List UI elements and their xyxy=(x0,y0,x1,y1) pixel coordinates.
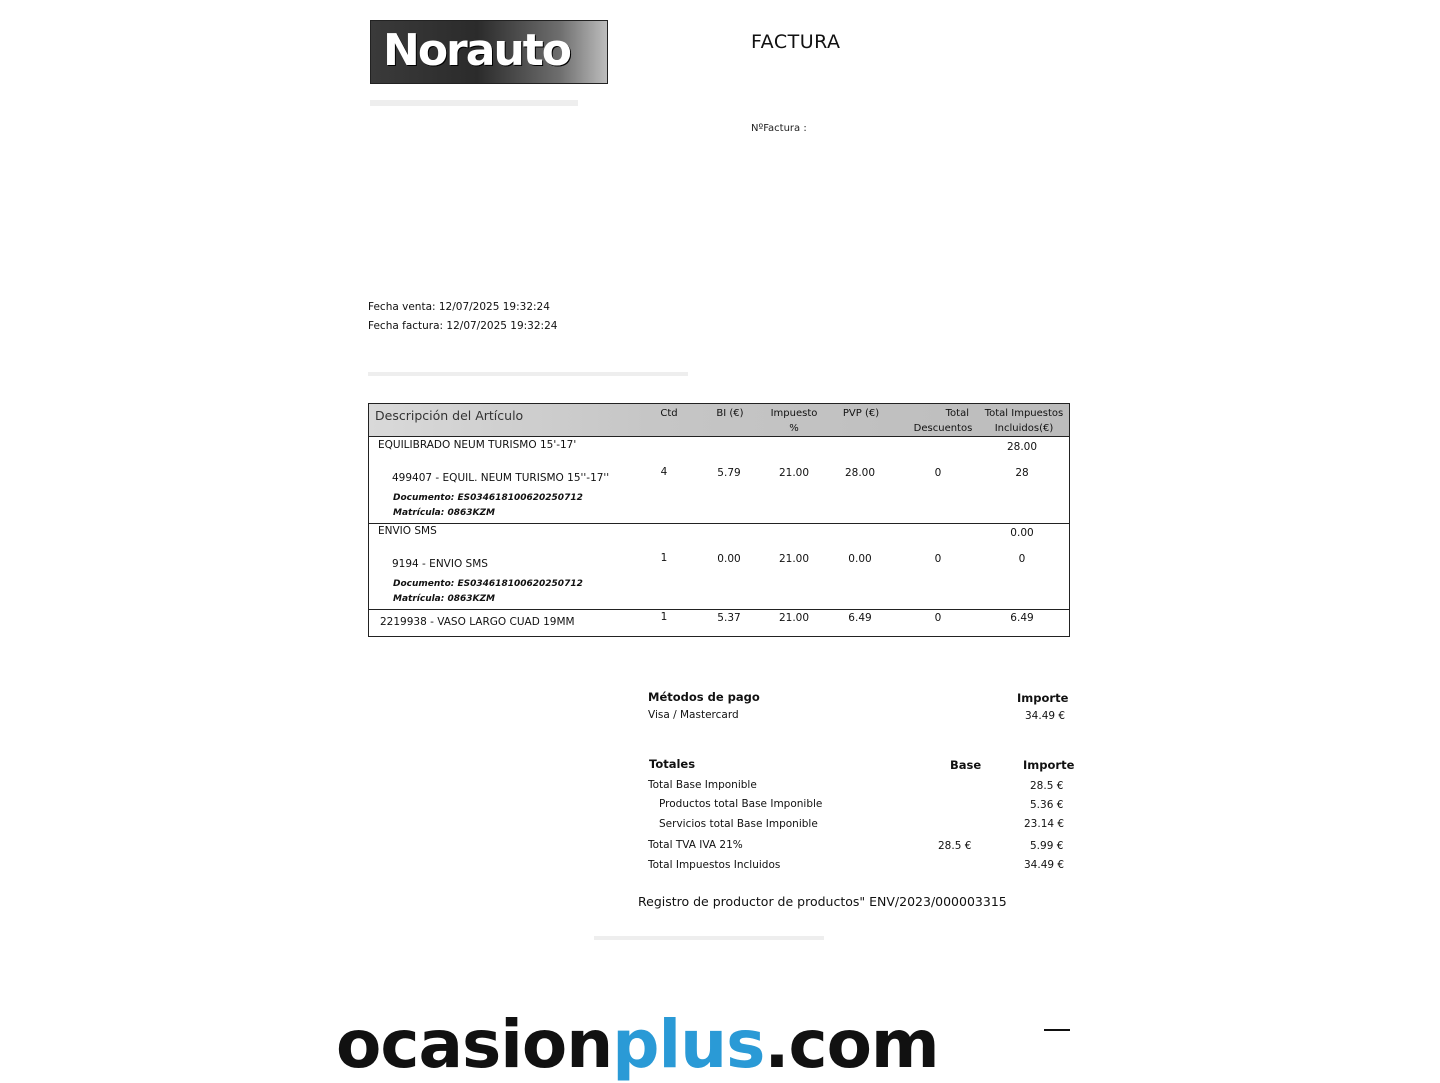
pagos-amount: 34.49 € xyxy=(1025,710,1066,722)
item-descuentos: 0 xyxy=(934,612,942,624)
item-ctd: 1 xyxy=(660,552,668,564)
item-documento: Documento: ES034618100620250712 xyxy=(393,579,583,589)
item-impuesto: 21.00 xyxy=(778,553,810,565)
row-divider xyxy=(369,523,1069,524)
totales-title: Totales xyxy=(649,757,696,771)
totales-row-label: Total Base Imponible xyxy=(648,779,757,791)
header-total-impuestos xyxy=(979,406,1069,436)
redacted-line xyxy=(368,372,688,376)
watermark-part1: ocasion xyxy=(336,1006,613,1083)
registro-productor: Registro de productor de productos" ENV/2023/000003315 xyxy=(638,894,1007,909)
header-pvp: PVP (€) xyxy=(842,408,880,419)
item-descuentos: 0 xyxy=(934,467,942,479)
item-pvp: 0.00 xyxy=(848,553,872,565)
norauto-logo xyxy=(370,20,608,84)
totales-row-label: Total Impuestos Incluidos xyxy=(648,859,781,871)
item-impuesto: 21.00 xyxy=(778,467,810,479)
item-ctd: 1 xyxy=(660,611,668,623)
totales-row-importe: 5.36 € xyxy=(1030,799,1064,811)
invoice-number-label: NºFactura : xyxy=(751,123,807,134)
totales-importe-label: Importe xyxy=(1023,758,1075,772)
item-ctd: 4 xyxy=(660,466,668,478)
totales-row-label: Productos total Base Imponible xyxy=(659,798,823,810)
item-descuentos: 0 xyxy=(934,553,942,565)
item-total: 0 xyxy=(1018,553,1026,565)
table-header xyxy=(369,404,1069,437)
item-name: 9194 - ENVIO SMS xyxy=(392,558,488,570)
totales-row-label: Total TVA IVA 21% xyxy=(648,839,743,851)
item-total: 28 xyxy=(1015,467,1029,479)
item-name: 499407 - EQUIL. NEUM TURISMO 15''-17'' xyxy=(392,472,610,484)
header-bi: BI (€) xyxy=(716,408,744,419)
fecha-factura: Fecha factura: 12/07/2025 19:32:24 xyxy=(368,320,558,332)
totales-row-importe: 34.49 € xyxy=(1024,859,1065,871)
totales-row-importe: 5.99 € xyxy=(1030,840,1064,852)
header-total-line2: Incluidos(€) xyxy=(994,423,1054,434)
redacted-footer-line xyxy=(594,936,824,940)
totales-base-label: Base xyxy=(950,758,982,772)
totales-row-importe: 28.5 € xyxy=(1030,780,1064,792)
item-pvp: 28.00 xyxy=(844,467,876,479)
pagos-importe-label: Importe xyxy=(1017,691,1069,705)
totales-row-base: 28.5 € xyxy=(938,840,972,852)
item-total: 6.49 xyxy=(1010,612,1034,624)
header-total-line1: Total Impuestos xyxy=(984,408,1064,419)
item-documento: Documento: ES034618100620250712 xyxy=(393,493,583,503)
row-divider xyxy=(369,609,1069,610)
header-impuesto-line1: Impuesto xyxy=(770,408,818,419)
item-matricula: Matrícula: 0863KZM xyxy=(393,508,495,518)
item-bi: 0.00 xyxy=(717,553,741,565)
item-bi: 5.79 xyxy=(717,467,741,479)
header-impuesto xyxy=(761,406,827,436)
logo-text: Norauto xyxy=(383,25,571,76)
header-descuentos xyxy=(907,406,979,436)
group-total: 0.00 xyxy=(1010,527,1034,539)
item-pvp: 6.49 xyxy=(848,612,872,624)
ocasionplus-watermark xyxy=(336,1006,1056,1083)
header-descuentos-line2: Descuentos xyxy=(913,423,973,434)
header-ctd: Ctd xyxy=(660,408,678,419)
group-title: ENVIO SMS xyxy=(378,525,437,537)
fecha-venta: Fecha venta: 12/07/2025 19:32:24 xyxy=(368,301,550,313)
watermark-dash xyxy=(1044,1029,1070,1031)
header-impuesto-line2: % xyxy=(789,423,799,434)
item-bi: 5.37 xyxy=(717,612,741,624)
group-total: 28.00 xyxy=(1006,441,1038,453)
group-title: EQUILIBRADO NEUM TURISMO 15'-17' xyxy=(378,439,577,451)
totales-row-importe: 23.14 € xyxy=(1024,818,1065,830)
document-title: FACTURA xyxy=(751,31,841,53)
watermark-part2: plus xyxy=(612,1006,765,1083)
totales-row-label: Servicios total Base Imponible xyxy=(659,818,818,830)
item-impuesto: 21.00 xyxy=(778,612,810,624)
item-matricula: Matrícula: 0863KZM xyxy=(393,594,495,604)
redacted-address-line xyxy=(370,100,578,106)
items-table xyxy=(368,403,1070,637)
header-descuentos-line1: Total xyxy=(945,408,969,419)
watermark-part3: .com xyxy=(764,1006,939,1083)
pagos-title: Métodos de pago xyxy=(648,690,760,704)
pagos-method: Visa / Mastercard xyxy=(648,709,739,721)
item-name: 2219938 - VASO LARGO CUAD 19MM xyxy=(380,616,575,628)
header-description: Descripción del Artículo xyxy=(375,408,524,423)
